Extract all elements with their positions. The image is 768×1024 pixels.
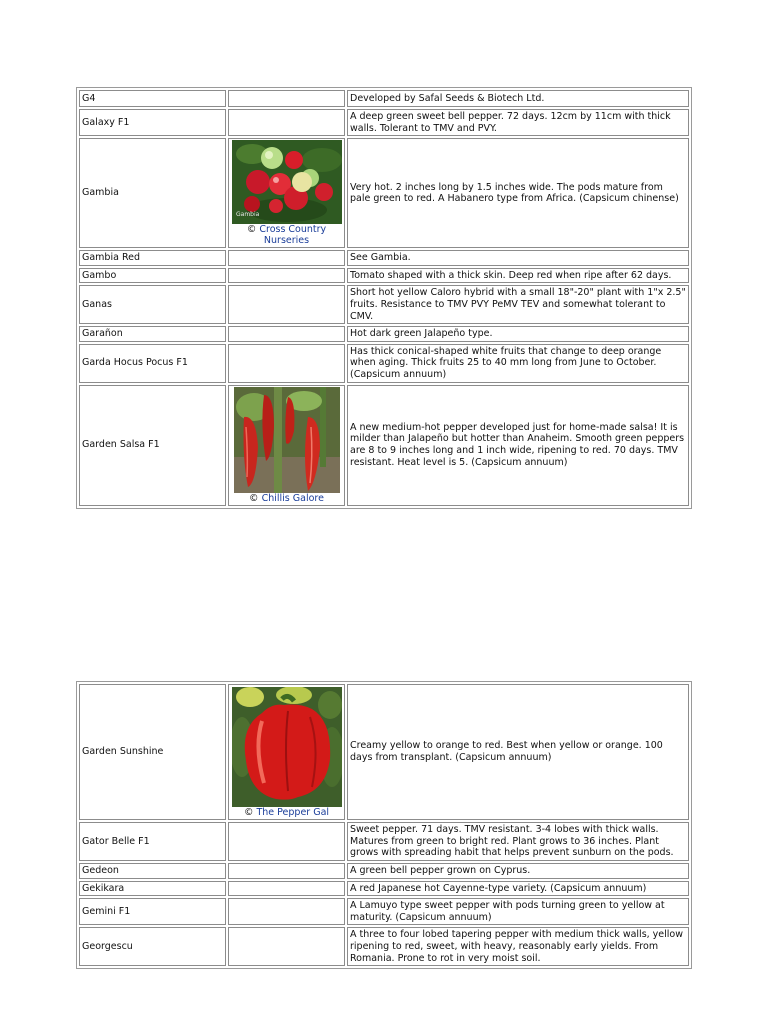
variety-description: A red Japanese hot Cayenne-type variety. (Capsicum annuum) xyxy=(347,881,689,897)
image-cell-empty xyxy=(228,326,345,342)
variety-name: Gambia Red xyxy=(79,250,226,266)
image-cell-empty xyxy=(228,927,345,966)
variety-name: Gekikara xyxy=(79,881,226,897)
table-row xyxy=(79,822,689,861)
image-cell-empty xyxy=(228,285,345,324)
photo-credit xyxy=(231,807,342,818)
variety-description: Sweet pepper. 71 days. TMV resistant. 3-4 lobes with thick walls. Matures from green to bright red. Plant grows to 36 inches. Plant grows with spreading habit that helps prevent sunburn on the pods. xyxy=(347,822,689,861)
image-cell-empty xyxy=(228,109,345,136)
table-row xyxy=(79,863,689,879)
table-row xyxy=(79,881,689,897)
variety-description: Tomato shaped with a thick skin. Deep red when ripe after 62 days. xyxy=(347,268,689,284)
variety-description: Has thick conical-shaped white fruits that change to deep orange when aging. Thick fruits 25 to 40 mm long from June to October. (Capsicum annuum) xyxy=(347,344,689,383)
variety-name: Garda Hocus Pocus F1 xyxy=(79,344,226,383)
variety-description: Developed by Safal Seeds & Biotech Ltd. xyxy=(347,90,689,107)
variety-name: Ganas xyxy=(79,285,226,324)
variety-name: G4 xyxy=(79,90,226,107)
table-row xyxy=(79,326,689,342)
image-cell-empty xyxy=(228,268,345,284)
garden-salsa-pepper-photo xyxy=(234,387,340,493)
image-cell-empty xyxy=(228,898,345,925)
copyright-symbol: © xyxy=(243,806,254,818)
image-cell-empty xyxy=(228,822,345,861)
pepper-table-2 xyxy=(76,681,692,969)
photo-credit xyxy=(231,493,342,504)
variety-name: Gemini F1 xyxy=(79,898,226,925)
variety-name: Garden Salsa F1 xyxy=(79,385,226,506)
variety-description: Creamy yellow to orange to red. Best when yellow or orange. 100 days from transplant. (Capsicum annuum) xyxy=(347,684,689,820)
table-row xyxy=(79,344,689,383)
table-row xyxy=(79,385,689,506)
variety-name: Gambia xyxy=(79,138,226,248)
variety-description: A new medium-hot pepper developed just for home-made salsa! It is milder than Jalapeño but hotter than Anaheim. Smooth green peppers are 8 to 9 inches long and 1 inch wide, ripening to red. 70 days. TMV resistant. Heat level is 5. (Capsicum annuum) xyxy=(347,385,689,506)
table-row xyxy=(79,138,689,248)
image-cell-empty xyxy=(228,881,345,897)
image-cell xyxy=(228,684,345,820)
variety-description: Very hot. 2 inches long by 1.5 inches wide. The pods mature from pale green to red. A Habanero type from Africa. (Capsicum chinense) xyxy=(347,138,689,248)
variety-description: Short hot yellow Caloro hybrid with a small 18"-20" plant with 1"x 2.5" fruits. Resistance to TMV PVY PeMV TEV and somewhat tolerant to CMV. xyxy=(347,285,689,324)
variety-description: A deep green sweet bell pepper. 72 days. 12cm by 11cm with thick walls. Tolerant to TMV and PVY. xyxy=(347,109,689,136)
photo-credit-link[interactable]: Chillis Galore xyxy=(261,492,324,504)
image-cell xyxy=(228,385,345,506)
garden-sunshine-pepper-photo xyxy=(232,687,342,807)
variety-name: Garden Sunshine xyxy=(79,684,226,820)
pepper-table-1 xyxy=(76,87,692,509)
variety-name: Garañon xyxy=(79,326,226,342)
copyright-symbol: © xyxy=(246,224,257,236)
image-cell-empty xyxy=(228,344,345,383)
table-row xyxy=(79,684,689,820)
variety-name: Galaxy F1 xyxy=(79,109,226,136)
image-cell-empty xyxy=(228,250,345,266)
variety-description: A three to four lobed tapering pepper with medium thick walls, yellow ripening to red, sweet, with heavy, reasonably early yields. From Romania. Prone to rot in very moist soil. xyxy=(347,927,689,966)
variety-description: See Gambia. xyxy=(347,250,689,266)
image-cell-empty xyxy=(228,90,345,107)
table-row xyxy=(79,927,689,966)
table-row xyxy=(79,285,689,324)
image-cell xyxy=(228,138,345,248)
photo-credit xyxy=(231,224,342,246)
table-row xyxy=(79,268,689,284)
variety-description: A Lamuyo type sweet pepper with pods turning green to yellow at maturity. (Capsicum annuum) xyxy=(347,898,689,925)
variety-description: A green bell pepper grown on Cyprus. xyxy=(347,863,689,879)
table-row xyxy=(79,250,689,266)
image-cell-empty xyxy=(228,863,345,879)
variety-name: Gambo xyxy=(79,268,226,284)
table-row xyxy=(79,90,689,107)
image-watermark: Gambia xyxy=(235,211,259,219)
photo-credit-link[interactable]: The Pepper Gal xyxy=(256,806,330,818)
variety-name: Gedeon xyxy=(79,863,226,879)
variety-description: Hot dark green Jalapeño type. xyxy=(347,326,689,342)
gambia-pepper-photo xyxy=(232,140,342,224)
table-row xyxy=(79,898,689,925)
copyright-symbol: © xyxy=(249,492,259,504)
variety-name: Gator Belle F1 xyxy=(79,822,226,861)
variety-name: Georgescu xyxy=(79,927,226,966)
photo-credit-link[interactable]: Cross Country Nurseries xyxy=(259,224,327,247)
table-row xyxy=(79,109,689,136)
